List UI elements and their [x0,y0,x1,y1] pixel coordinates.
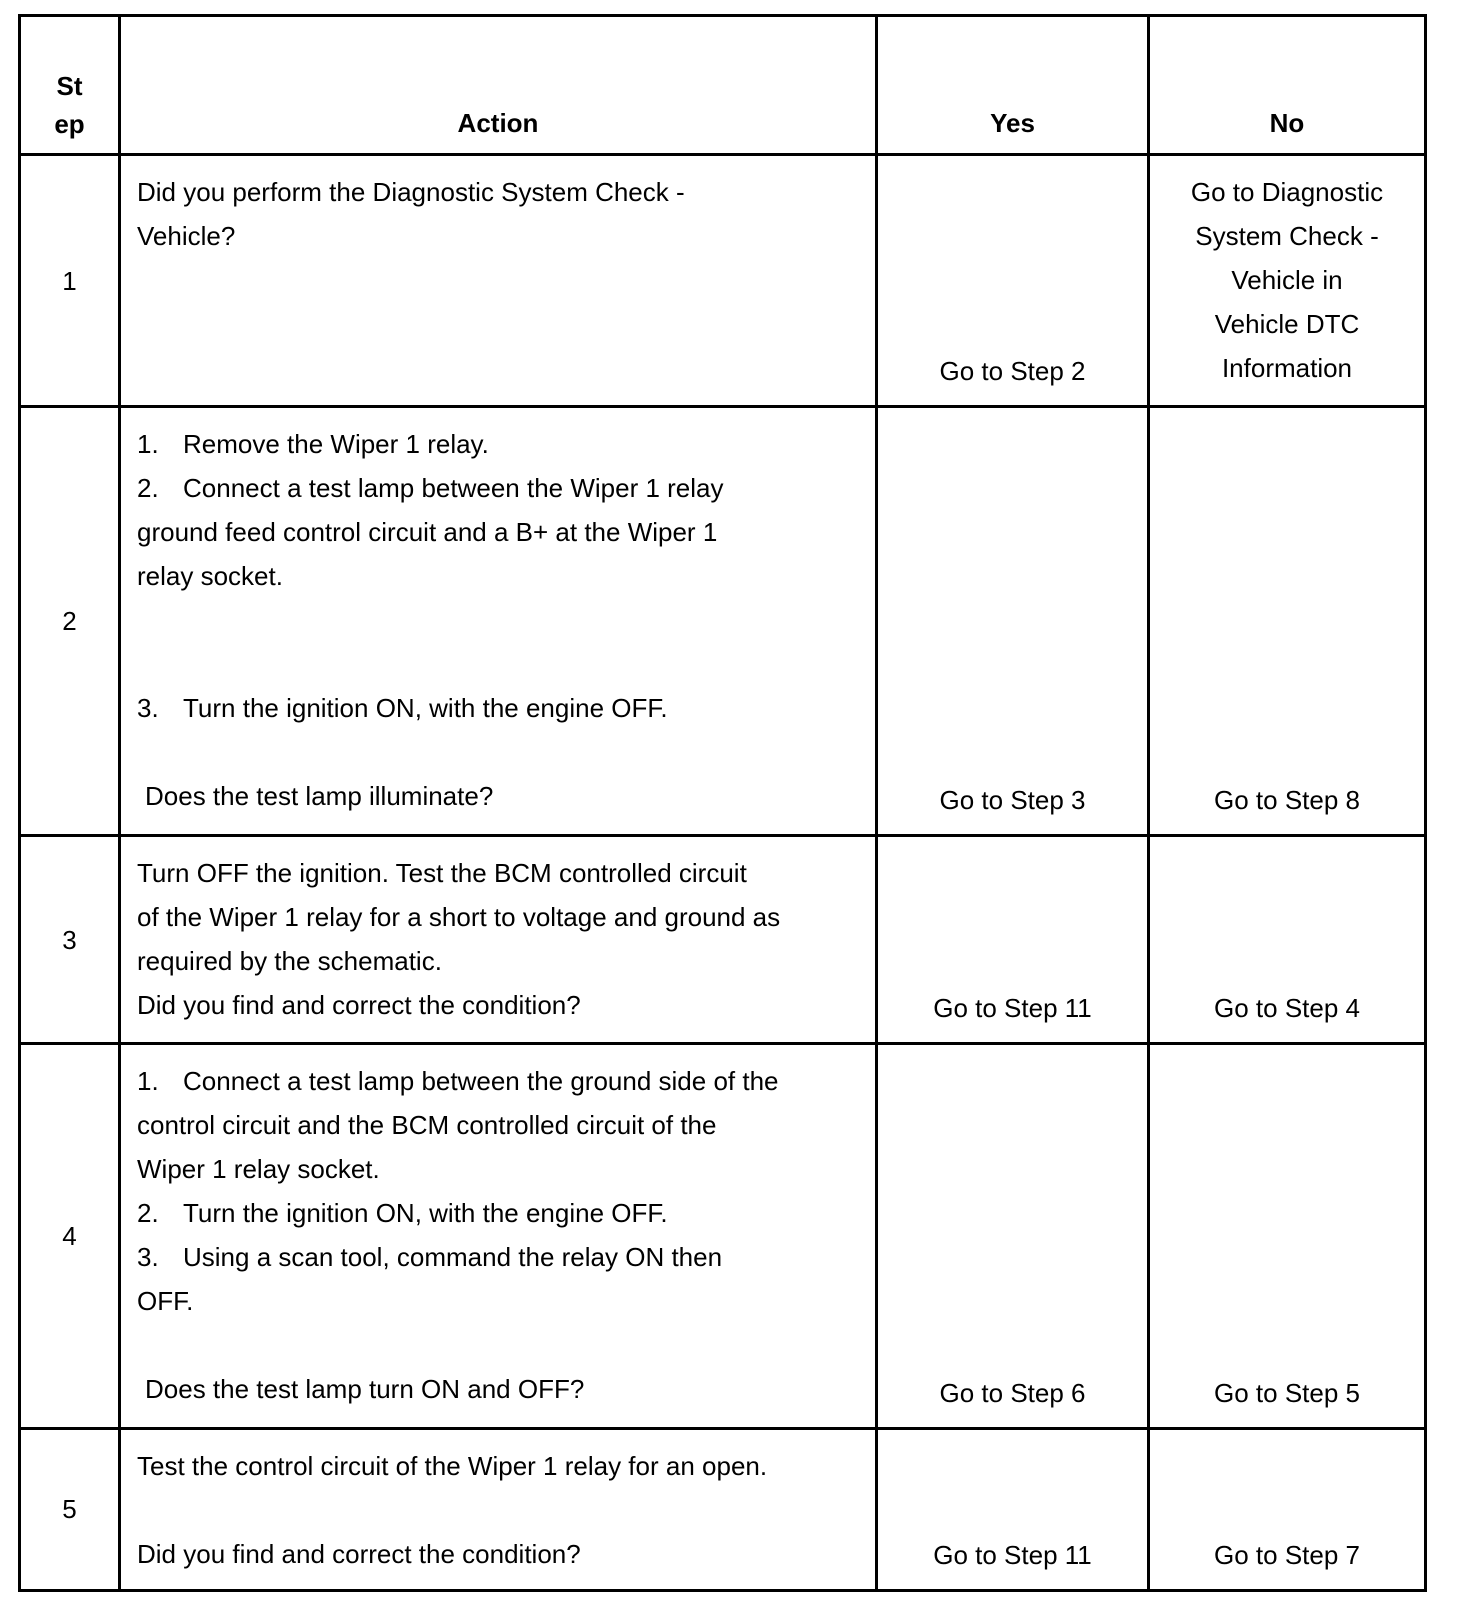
table-row [20,154,1426,407]
step-number: 5 [20,1428,120,1590]
item-text: Connect a test lamp between the Wiper 1 relay [183,473,724,504]
table-row [20,1428,1426,1590]
item-number: 2. [137,1198,159,1229]
action-cell [120,1044,877,1428]
action-question: Did you find and correct the condition? [137,990,581,1021]
action-item [137,1235,865,1279]
action-line: ground feed control circuit and a B+ at the Wiper 1 [137,517,718,548]
action-line: Test the control circuit of the Wiper 1 relay for an open. [137,1450,768,1481]
no-line: Vehicle DTC [1214,308,1360,339]
spacer [137,1323,865,1367]
no-line: Information [1221,352,1353,383]
action-line: Vehicle? [137,220,236,251]
action-line: relay socket. [137,561,283,592]
header-action: Action [120,16,877,155]
action-item [137,1059,865,1103]
action-cell [120,154,877,407]
action-question: Does the test lamp turn ON and OFF? [145,1374,585,1405]
item-number: 1. [137,1066,159,1097]
action-item [137,1191,865,1235]
action-line: control circuit and the BCM controlled circuit of the [137,1110,717,1141]
header-step [20,16,120,155]
action-line: Did you perform the Diagnostic System Check - [137,176,685,207]
spacer [137,642,865,686]
item-number: 1. [137,429,159,460]
item-text: Remove the Wiper 1 relay. [183,429,489,460]
action-line: of the Wiper 1 relay for a short to voltage and ground as [137,902,781,933]
item-text: Using a scan tool, command the relay ON then [183,1242,723,1273]
header-step-line2: ep [54,108,85,139]
header-yes: Yes [877,16,1149,155]
yes-cell: Go to Step 11 [877,1428,1149,1590]
header-step-line1: St [56,70,83,101]
no-line: System Check - [1195,220,1379,251]
table-row [20,836,1426,1044]
yes-cell: Go to Step 11 [877,836,1149,1044]
yes-cell: Go to Step 3 [877,407,1149,836]
action-line: required by the schematic. [137,946,442,977]
yes-cell: Go to Step 2 [877,154,1149,407]
step-number: 2 [20,407,120,836]
action-question: Did you find and correct the condition? [137,1538,581,1569]
item-text: Connect a test lamp between the ground side of the [183,1066,779,1097]
table-row [20,407,1426,836]
no-cell: Go to Step 7 [1149,1428,1426,1590]
action-item [137,422,865,466]
step-number: 3 [20,836,120,1044]
spacer [137,598,865,642]
yes-cell: Go to Step 6 [877,1044,1149,1428]
spacer [137,1488,865,1532]
item-number: 3. [137,1242,159,1273]
step-number: 4 [20,1044,120,1428]
item-number: 2. [137,473,159,504]
item-text: Turn the ignition ON, with the engine OFF. [183,1198,668,1229]
action-question: Does the test lamp illuminate? [145,781,494,812]
action-cell [120,1428,877,1590]
action-line: Turn OFF the ignition. Test the BCM controlled circuit [137,858,747,889]
action-cell [120,407,877,836]
table-header-row [20,16,1426,155]
action-cell [120,836,877,1044]
item-number: 3. [137,693,159,724]
action-line: OFF. [137,1286,194,1317]
diagnostic-table [18,14,1427,1592]
action-item [137,466,865,510]
no-cell: Go to Step 4 [1149,836,1426,1044]
item-text: Turn the ignition ON, with the engine OFF. [183,693,668,724]
table-row [20,1044,1426,1428]
action-line: Wiper 1 relay socket. [137,1154,380,1185]
no-cell: Go to Step 8 [1149,407,1426,836]
action-item [137,686,865,730]
no-cell [1149,154,1426,407]
no-cell: Go to Step 5 [1149,1044,1426,1428]
no-line: Vehicle in [1231,264,1343,295]
header-no: No [1149,16,1426,155]
spacer [137,730,865,774]
step-number: 1 [20,154,120,407]
no-line: Go to Diagnostic [1190,176,1384,207]
